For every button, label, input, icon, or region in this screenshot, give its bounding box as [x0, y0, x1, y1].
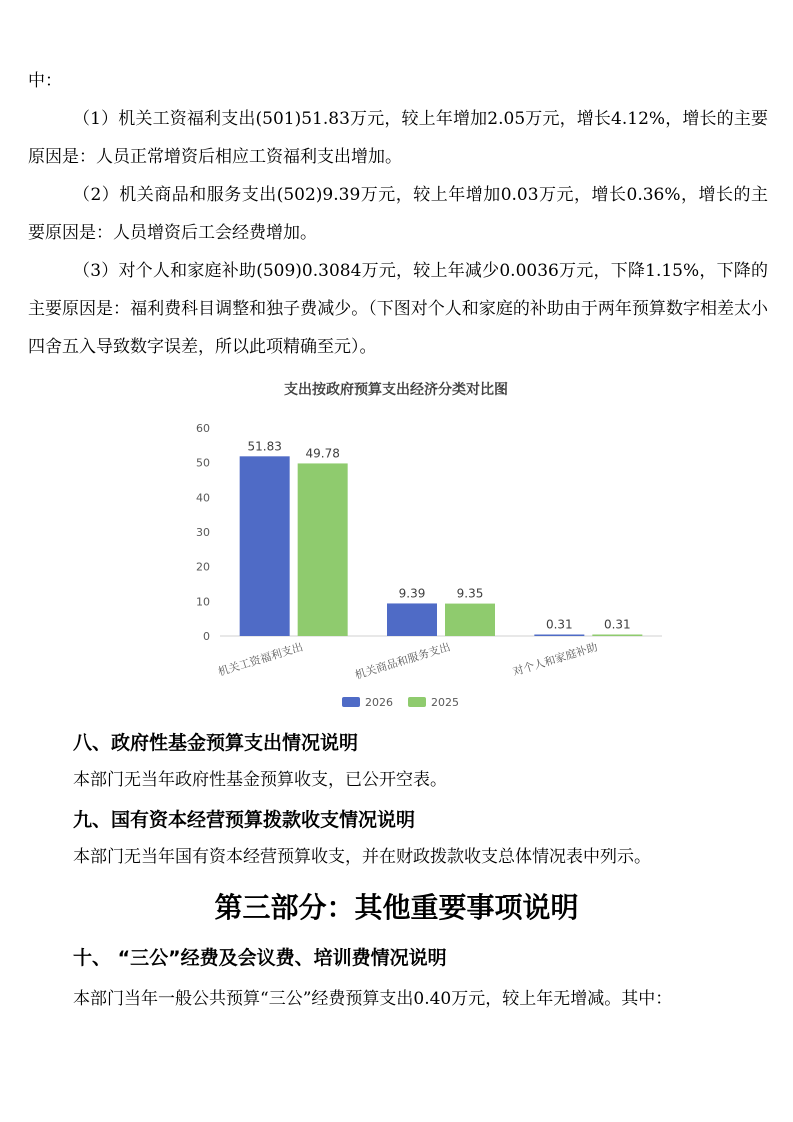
y-tick-label: 60 — [196, 422, 210, 435]
bar — [445, 604, 495, 636]
legend-swatch — [408, 697, 426, 707]
bar — [240, 456, 290, 636]
bar — [534, 635, 584, 637]
y-tick-label: 0 — [203, 630, 210, 643]
y-tick-label: 40 — [196, 491, 210, 505]
expense-comparison-chart — [180, 372, 680, 722]
y-tick-label: 10 — [196, 595, 210, 609]
bar — [298, 463, 348, 636]
chart-svg — [180, 372, 680, 722]
section9-body: 本部门无当年国有资本经营预算收支，并在财政拨款收支总体情况表中列示。 — [73, 847, 651, 867]
chart-title: 支出按政府预算支出经济分类对比图 — [284, 382, 508, 398]
section9-heading: 九、国有资本经营预算拨款收支情况说明 — [73, 809, 416, 831]
section8-body: 本部门无当年政府性基金预算收支，已公开空表。 — [73, 770, 447, 790]
data-label: 9.39 — [398, 586, 426, 601]
legend-swatch — [342, 697, 360, 707]
data-label: 51.83 — [247, 439, 282, 454]
y-tick-label: 50 — [196, 456, 210, 470]
y-tick-label: 20 — [196, 560, 210, 574]
data-label: 0.31 — [545, 617, 573, 632]
x-tick-label: 机关商品和服务支出 — [353, 640, 452, 682]
data-label: 0.31 — [603, 617, 631, 632]
data-label: 9.35 — [456, 586, 484, 601]
data-label: 49.78 — [305, 446, 340, 461]
x-tick-label: 对个人和家庭补助 — [511, 640, 600, 679]
section10-body: 本部门当年一般公共预算“三公”经费预算支出0.40万元，较上年无增减。其中： — [73, 989, 673, 1009]
paragraph-household-subsidy: （3）对个人和家庭补助(509)0.3084万元，较上年减少0.0036万元，下降1.15%，下降的主要原因是：福利费科目调整和独子费减少。（下图对个人和家庭的补助由于两年预算数字相差太小四舍五入导致数字误差，所以此项精确至元）。 — [28, 261, 768, 357]
y-tick-label: 30 — [196, 526, 210, 539]
section10-heading: 十、 “三公”经费及会议费、培训费情况说明 — [73, 947, 447, 969]
x-tick-label: 机关工资福利支出 — [216, 640, 305, 679]
text-continuation: 中： — [28, 71, 62, 91]
section8-heading: 八、政府性基金预算支出情况说明 — [73, 732, 359, 754]
part3-title: 第三部分：其他重要事项说明 — [214, 891, 579, 924]
paragraph-wage-welfare: （1）机关工资福利支出(501)51.83万元，较上年增加2.05万元，增长4.12%，增长的主要原因是：人员正常增资后相应工资福利支出增加。 — [28, 109, 768, 167]
bar — [592, 635, 642, 637]
bar — [387, 603, 437, 636]
legend-label: 2025 — [431, 696, 459, 709]
legend-label: 2026 — [365, 696, 393, 709]
paragraph-goods-services: （2）机关商品和服务支出(502)9.39万元，较上年增加0.03万元，增长0.36%，增长的主要原因是：人员增资后工会经费增加。 — [28, 185, 768, 243]
